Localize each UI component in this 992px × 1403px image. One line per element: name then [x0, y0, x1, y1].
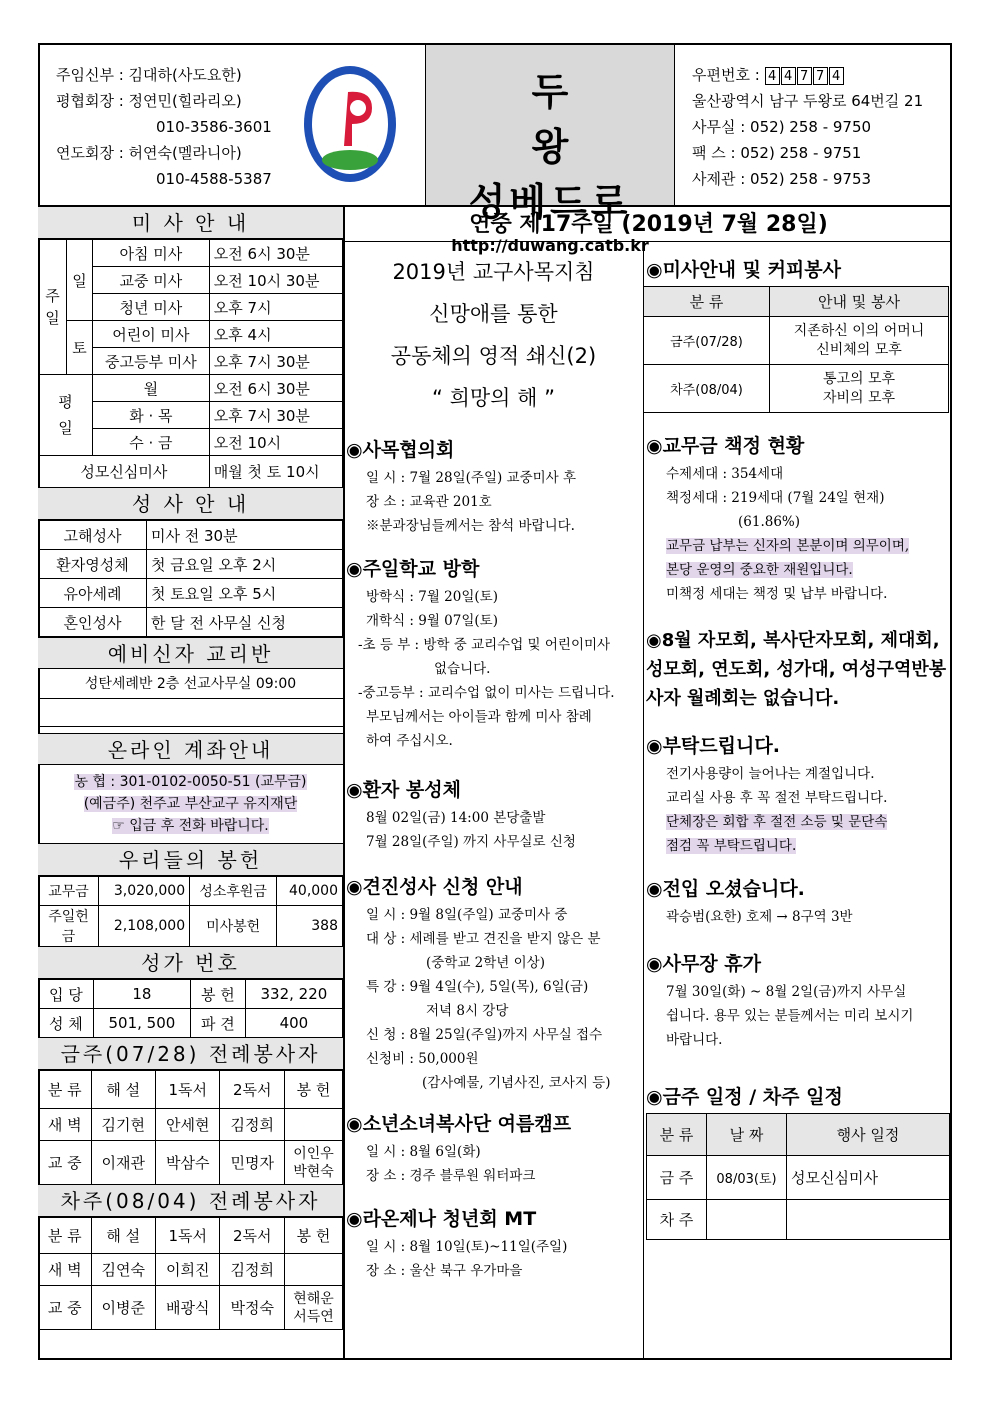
section-title: ◉부탁드립니다. [646, 735, 780, 757]
section-line: -중고등부 : 교리수업 없이 미사는 드립니다. [358, 685, 615, 701]
zip-digit: 7 [797, 67, 812, 85]
schedule-cell: 성모신심미사 [787, 1156, 950, 1200]
hymn-label: 봉 헌 [190, 980, 245, 1009]
goal-line: 2019년 교구사목지침 [392, 260, 595, 284]
section-title: ◉전입 오셨습니다. [646, 878, 805, 900]
servers-cell: 배광식 [156, 1286, 220, 1330]
weekday-label: 평 일 [39, 375, 93, 456]
column-divider [343, 207, 345, 1360]
heart-mass-time: 매월 첫 토 10시 [209, 456, 342, 488]
hymn-number: 501, 500 [93, 1009, 190, 1038]
servers-cell: 김정희 [220, 1109, 285, 1141]
office-phone: 사무실 : 052) 258 - 9750 [692, 118, 872, 136]
section-title: ◉미사안내 및 커피봉사 [646, 259, 841, 281]
mass-name: 화 · 목 [93, 402, 210, 429]
section-title: ◉소년소녀복사단 여름캠프 [346, 1113, 572, 1135]
section-line: (감사예물, 기념사진, 코사지 등) [422, 1075, 611, 1091]
sacrament-name: 혼인성사 [39, 608, 147, 637]
zip-label: 우편번호 : [692, 66, 760, 84]
servers-cell [285, 1109, 343, 1141]
section-line: 7월 28일(주일) 까지 사무실로 신청 [366, 834, 576, 850]
website-link[interactable]: http://duwang.catb.kr [451, 236, 649, 255]
sacrament-info: 한 달 전 사무실 신청 [147, 608, 343, 637]
coffee-servers [770, 317, 949, 365]
mass-time: 오전 6시 30분 [209, 375, 342, 402]
servers-cell: 박삼수 [156, 1141, 220, 1185]
title-line2: 성베드로 [468, 180, 632, 224]
mass-name: 청년 미사 [93, 294, 210, 321]
servers-cell: 김기현 [91, 1109, 155, 1141]
schedule-cell [787, 1200, 950, 1240]
servers-cell: 박정숙 [220, 1286, 285, 1330]
elder-phone: 010-4588-5387 [156, 170, 272, 188]
section-line: ※분과장님들께서는 참석 바랍니다. [366, 518, 575, 534]
section-line: (중학교 2학년 이상) [426, 955, 545, 971]
coffee-server: 신비체의 모후 [816, 341, 902, 358]
mass-name: 수 · 금 [93, 429, 210, 456]
servers-this-table [38, 1070, 343, 1185]
servers-cell: 새 벽 [39, 1254, 92, 1286]
parish-contacts [56, 62, 272, 192]
office-contacts [692, 62, 923, 192]
section-line: 8월 02일(금) 14:00 본당출발 [366, 810, 546, 826]
hymn-title: 성가 번호 [38, 947, 343, 979]
sacrament-name: 고해성사 [39, 521, 147, 550]
hymn-table [38, 979, 343, 1038]
coffee-week: 차주(08/04) [644, 365, 770, 413]
section-title: ◉주일학교 방학 [346, 558, 480, 580]
hymn-number: 18 [93, 980, 190, 1009]
mass-name: 중고등부 미사 [93, 348, 210, 375]
hymn-number: 400 [245, 1009, 342, 1038]
servers-head: 1독서 [156, 1071, 220, 1109]
account-title: 온라인 계좌안내 [38, 733, 343, 765]
section-line: 장 소 : 경주 블루원 워터파크 [366, 1168, 536, 1184]
section-line: 미책정 세대는 책정 및 납부 바랍니다. [666, 586, 888, 602]
mass-time: 오후 7시 [209, 294, 342, 321]
sacrament-info: 미사 전 30분 [147, 521, 343, 550]
coffee-head: 분 류 [644, 287, 770, 317]
offering-label: 교무금 [39, 877, 99, 906]
title-line1: 두 왕 [531, 70, 629, 169]
goal-line: “ 희망의 해 ” [432, 386, 555, 410]
servers-head: 분 류 [39, 1071, 92, 1109]
mass-time: 오후 7시 30분 [209, 348, 342, 375]
section-title: ◉견진성사 신청 안내 [346, 876, 523, 898]
hymn-number: 332, 220 [245, 980, 342, 1009]
offering-value: 3,020,000 [99, 877, 190, 906]
elder-head: 연도회장 : 허연숙(멜라니아) [56, 144, 242, 162]
schedule-cell [707, 1200, 787, 1240]
mass-time: 오전 10시 [209, 429, 342, 456]
schedule-cell: 차 주 [647, 1200, 707, 1240]
zip-digit: 4 [829, 67, 844, 85]
section-line: 곽승범(요한) 호제 → 8구역 3반 [666, 909, 853, 925]
zip-digit: 4 [781, 67, 796, 85]
schedule-cell: 08/03(토) [707, 1156, 787, 1200]
coffee-server: 자비의 모후 [822, 389, 896, 406]
offering-label: 미사봉헌 [190, 906, 277, 947]
left-column [38, 207, 343, 1330]
hymn-label: 파 견 [190, 1009, 245, 1038]
pastor: 주임신부 : 김대하(사도요한) [56, 66, 242, 84]
servers-cell: 이병준 [91, 1286, 155, 1330]
servers-cell: 안세현 [156, 1109, 220, 1141]
servers-this-title: 금주(07/28) 전례봉사자 [38, 1038, 343, 1070]
mass-name: 월 [93, 375, 210, 402]
servers-cell: 교 중 [39, 1141, 92, 1185]
servers-head: 1독서 [156, 1218, 220, 1254]
servers-head: 해 설 [91, 1071, 155, 1109]
section-line: 부모님께서는 아이들과 함께 미사 참례 [366, 709, 592, 725]
coffee-week: 금주(07/28) [644, 317, 770, 365]
mass-name: 어린이 미사 [93, 321, 210, 348]
servers-cell: 새 벽 [39, 1109, 92, 1141]
account-holder: (예금주) 천주교 부산교구 유지재단 [83, 796, 298, 812]
mass-time: 오후 7시 30분 [209, 402, 342, 429]
section-title: ◉교무금 책정 현황 [646, 435, 805, 457]
servers-head: 2독서 [220, 1218, 285, 1254]
offering-value: 388 [277, 906, 343, 947]
right-column [646, 245, 950, 1240]
section-line: 교무금 납부는 신자의 본분이며 의무이며, [666, 538, 910, 554]
coffee-server: 지존하신 이의 어머니 [793, 322, 925, 339]
zip-digit: 7 [813, 67, 828, 85]
catechumen-title: 예비신자 교리반 [38, 637, 343, 669]
week-title: 연중 제17주일 (2019년 7월 28일) [345, 207, 952, 242]
section-line: 신청비 : 50,000원 [366, 1051, 479, 1067]
middle-column [346, 245, 641, 1283]
section-line: 바랍니다. [666, 1032, 723, 1048]
meeting-notice: ◉8월 자모회, 복사단자모회, 제대회, 성모회, 연도회, 성가대, 여성구역반봉사자 월례회는 없습니다. [646, 630, 947, 709]
servers-next-table [38, 1217, 343, 1330]
section-line: 수제세대 : 354세대 [666, 466, 784, 482]
section-line: 교리실 사용 후 꼭 절전 부탁드립니다. [666, 790, 888, 806]
servers-head: 해 설 [91, 1218, 155, 1254]
section-line: 대 상 : 세례를 받고 견진을 받지 않은 분 [366, 931, 601, 947]
section-title: ◉사목협의회 [346, 439, 455, 461]
schedule-cell: 금 주 [647, 1156, 707, 1200]
schedule-head: 분 류 [647, 1114, 707, 1156]
section-line: 쉽니다. 용무 있는 분들께서는 미리 보시기 [666, 1008, 914, 1024]
offering-title: 우리들의 봉헌 [38, 844, 343, 876]
account-number: 농 협 : 301-0102-0050-51 (교무금) [74, 774, 307, 790]
council-head: 평협회장 : 정연민(힐라리오) [56, 92, 242, 110]
mass-time: 오전 6시 30분 [209, 240, 342, 267]
schedule-head: 행사 일정 [787, 1114, 950, 1156]
section-line: 없습니다. [434, 661, 491, 677]
coffee-head: 안내 및 봉사 [770, 287, 949, 317]
rectory-phone: 사제관 : 052) 258 - 9753 [692, 170, 872, 188]
section-line: 장 소 : 교육관 201호 [366, 494, 492, 510]
schedule-head: 날 짜 [707, 1114, 787, 1156]
account-info [38, 765, 343, 844]
section-line: 개학식 : 9월 07일(토) [366, 613, 498, 629]
sacrament-info: 첫 토요일 오후 5시 [147, 579, 343, 608]
section-line: 하여 주십시오. [366, 733, 453, 749]
mass-title: 미 사 안 내 [38, 207, 343, 239]
offering-value: 40,000 [277, 877, 343, 906]
goal-line: 공동체의 영적 쇄신(2) [390, 344, 597, 368]
address: 울산광역시 남구 두왕로 64번길 21 [692, 92, 924, 110]
section-line: 책정세대 : 219세대 (7월 24일 현재) [666, 490, 885, 506]
mass-time: 오후 4시 [209, 321, 342, 348]
sunday-label: 주 일 [39, 240, 67, 375]
offering-table [38, 876, 343, 947]
section-title: ◉사무장 휴가 [646, 953, 761, 975]
servers-head: 분 류 [39, 1218, 92, 1254]
sacrament-name: 유아세례 [39, 579, 147, 608]
hymn-label: 입 당 [39, 980, 94, 1009]
zip-digit: 4 [765, 67, 780, 85]
account-note: ☞ 입금 후 전화 바랍니다. [112, 818, 269, 834]
servers-cell: 민명자 [220, 1141, 285, 1185]
servers-cell: 현해운 서득연 [285, 1286, 343, 1330]
servers-cell: 이희진 [156, 1254, 220, 1286]
heart-mass-name: 성모신심미사 [39, 456, 210, 488]
sacrament-table [38, 520, 343, 637]
section-line: 일 시 : 8월 6일(화) [366, 1144, 481, 1160]
section-line: 7월 30일(화) ~ 8월 2일(금)까지 사무실 [666, 984, 907, 1000]
section-line: 신 청 : 8월 25일(주일)까지 사무실 접수 [366, 1027, 603, 1043]
parish-logo-icon [300, 62, 400, 186]
mass-table [38, 239, 343, 488]
servers-head: 2독서 [220, 1071, 285, 1109]
mass-time: 오전 10시 30분 [209, 267, 342, 294]
servers-head: 봉 헌 [285, 1071, 343, 1109]
section-line: 장 소 : 울산 북구 우가마을 [366, 1263, 523, 1279]
zip-code [692, 62, 923, 88]
section-line: (61.86%) [738, 514, 801, 530]
servers-cell: 이인우 박현숙 [285, 1141, 343, 1185]
servers-cell [285, 1254, 343, 1286]
sun-label: 일 [67, 240, 93, 321]
offering-value: 2,108,000 [99, 906, 190, 947]
section-line: 본당 운영의 중요한 재원입니다. [666, 562, 853, 578]
section-line: -초 등 부 : 방학 중 교리수업 및 어린이미사 [358, 637, 611, 653]
section-line: 일 시 : 8월 10일(토)~11일(주일) [366, 1239, 568, 1255]
coffee-servers [770, 365, 949, 413]
section-title: ◉환자 봉성체 [346, 779, 461, 801]
section-title: ◉금주 일정 / 차주 일정 [646, 1086, 843, 1108]
catechumen-info: 성탄세례반 2층 선교사무실 09:00 [38, 669, 343, 699]
blank-row [38, 699, 343, 727]
section-line: 일 시 : 7월 28일(주일) 교중미사 후 [366, 470, 577, 486]
servers-cell: 김정희 [220, 1254, 285, 1286]
council-phone: 010-3586-3601 [156, 118, 272, 136]
offering-label: 주일헌금 [39, 906, 99, 947]
sat-label: 토 [67, 321, 93, 375]
servers-cell: 김연숙 [91, 1254, 155, 1286]
section-line: 일 시 : 9월 8일(주일) 교중미사 중 [366, 907, 568, 923]
offering-label: 성소후원금 [190, 877, 277, 906]
section-line: 전기사용량이 늘어나는 계절입니다. [666, 766, 875, 782]
sacrament-info: 첫 금요일 오후 2시 [147, 550, 343, 579]
servers-head: 봉 헌 [285, 1218, 343, 1254]
servers-next-title: 차주(08/04) 전례봉사자 [38, 1185, 343, 1217]
goal-line: 신망애를 통한 [429, 302, 558, 326]
sacrament-name: 환자영성체 [39, 550, 147, 579]
coffee-table [643, 286, 949, 413]
schedule-table [646, 1113, 950, 1240]
servers-cell: 교 중 [39, 1286, 92, 1330]
section-line: 점검 꼭 부탁드립니다. [666, 838, 797, 854]
fax: 팩 스 : 052) 258 - 9751 [692, 144, 862, 162]
mass-name: 아침 미사 [93, 240, 210, 267]
coffee-server: 통고의 모후 [822, 370, 896, 387]
sacrament-title: 성 사 안 내 [38, 488, 343, 520]
section-line: 저녁 8시 강당 [426, 1003, 509, 1019]
section-line: 단체장은 회합 후 절전 소등 및 문단속 [666, 814, 888, 830]
mass-name: 교중 미사 [93, 267, 210, 294]
servers-cell: 이재관 [91, 1141, 155, 1185]
section-line: 방학식 : 7월 20일(토) [366, 589, 498, 605]
hymn-label: 성 체 [39, 1009, 94, 1038]
section-line: 특 강 : 9월 4일(수), 5일(목), 6일(금) [366, 979, 589, 995]
section-title: ◉라온제나 청년회 MT [346, 1208, 537, 1230]
